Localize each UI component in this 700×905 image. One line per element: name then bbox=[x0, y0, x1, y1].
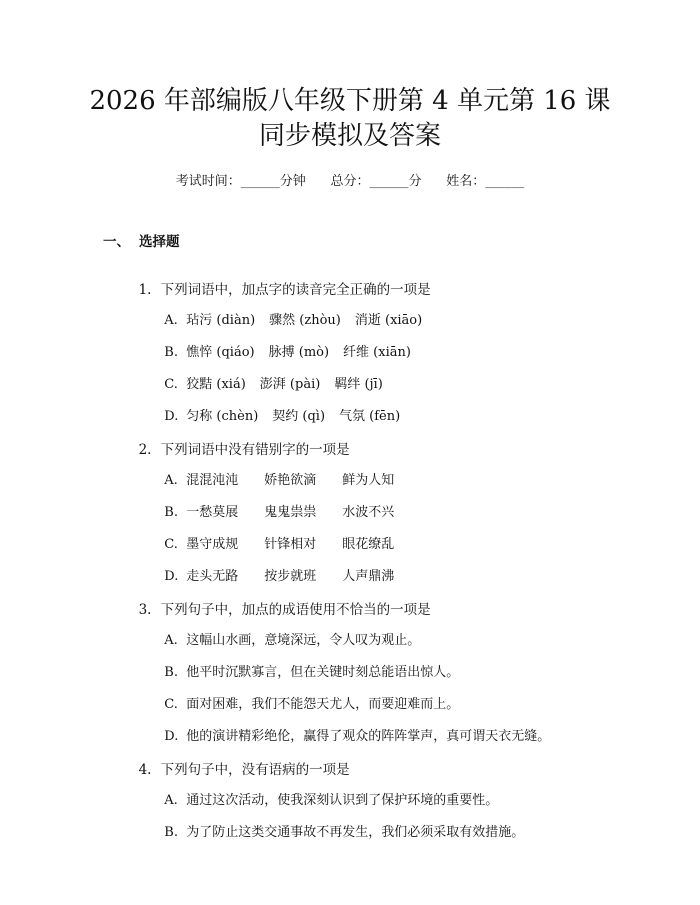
option-text: 为了防止这类交通事故不再发生，我们必须采取有效措施。 bbox=[186, 825, 525, 840]
option-term: 娇艳欲滴 bbox=[264, 473, 317, 488]
question-text: 下列词语中没有错别字的一项是 bbox=[160, 442, 350, 458]
option-term: 鬼鬼祟祟 bbox=[264, 505, 317, 520]
question-1-option-a bbox=[156, 294, 422, 328]
option-text: 这幅山水画，意境深远，令人叹为观止。 bbox=[186, 633, 421, 648]
question-number: 3. bbox=[138, 602, 152, 618]
option-term: 针锋相对 bbox=[264, 537, 317, 552]
question-3-option-b bbox=[156, 646, 459, 680]
option-letter: D. bbox=[164, 409, 179, 424]
option-letter: A. bbox=[164, 793, 178, 808]
option-letter: C. bbox=[164, 377, 178, 392]
option-text: 他的演讲精彩绝伦，赢得了观众的阵阵掌声，真可谓天衣无缝。 bbox=[186, 729, 551, 744]
option-letter: B. bbox=[164, 825, 178, 840]
option-term: 按步就班 bbox=[264, 569, 317, 584]
question-3-option-a bbox=[156, 614, 420, 648]
option-letter: B. bbox=[164, 505, 178, 520]
option-term: 消逝 (xiāo) bbox=[354, 313, 423, 328]
option-term: 羁绊 (jī) bbox=[334, 377, 383, 392]
option-letter: C. bbox=[164, 697, 178, 712]
question-text: 下列词语中，加点字的读音完全正确的一项是 bbox=[160, 282, 431, 298]
option-term: 匀称 (chèn) bbox=[186, 409, 259, 424]
question-1-option-d bbox=[156, 390, 400, 424]
document-title-line-2: 同步模拟及答案 bbox=[258, 121, 441, 151]
question-4 bbox=[130, 742, 350, 778]
option-letter: D. bbox=[164, 569, 179, 584]
exam-meta-line: 考试时间：______分钟 总分：______分 姓名：______ bbox=[175, 174, 525, 189]
question-1 bbox=[130, 262, 431, 298]
option-letter: A. bbox=[164, 473, 178, 488]
question-text: 下列句子中，加点的成语使用不恰当的一项是 bbox=[160, 602, 431, 618]
question-2-option-b bbox=[156, 486, 394, 520]
option-term: 骤然 (zhòu) bbox=[269, 313, 341, 328]
question-text: 下列句子中，没有语病的一项是 bbox=[160, 762, 350, 778]
option-letter: A. bbox=[164, 633, 178, 648]
option-term: 气氛 (fēn) bbox=[339, 409, 401, 424]
document-title-line-1: 2026 年部编版八年级下册第 4 单元第 16 课 bbox=[89, 86, 611, 116]
question-2-option-d bbox=[156, 550, 394, 584]
option-term: 墨守成规 bbox=[186, 537, 239, 552]
section-label: 选择题 bbox=[139, 234, 180, 250]
question-2-option-c bbox=[156, 518, 394, 552]
question-3 bbox=[130, 582, 431, 618]
question-1-option-c bbox=[156, 358, 383, 392]
option-term: 走头无路 bbox=[186, 569, 239, 584]
question-4-option-a bbox=[156, 774, 498, 808]
option-term: 混混沌沌 bbox=[186, 473, 239, 488]
option-letter: C. bbox=[164, 537, 178, 552]
question-4-option-b bbox=[156, 806, 524, 840]
option-term: 眼花缭乱 bbox=[342, 537, 395, 552]
option-term: 人声鼎沸 bbox=[342, 569, 395, 584]
question-number: 1. bbox=[138, 282, 152, 298]
question-2-option-a bbox=[156, 454, 394, 488]
option-text: 通过这次活动，使我深刻认识到了保护环境的重要性。 bbox=[186, 793, 499, 808]
option-term: 狡黠 (xiá) bbox=[186, 377, 246, 392]
option-term: 鲜为人知 bbox=[342, 473, 395, 488]
option-text: 他平时沉默寡言，但在关键时刻总能语出惊人。 bbox=[186, 665, 460, 680]
option-term: 憔悴 (qiáo) bbox=[186, 345, 255, 360]
question-number: 2. bbox=[138, 442, 152, 458]
question-number: 4. bbox=[138, 762, 152, 778]
option-letter: A. bbox=[164, 313, 178, 328]
question-3-option-c bbox=[156, 678, 459, 712]
question-1-option-b bbox=[156, 326, 411, 360]
section-heading bbox=[103, 230, 180, 250]
option-text: 面对困难，我们不能怨天尤人，而要迎难而上。 bbox=[186, 697, 460, 712]
option-term: 澎湃 (pài) bbox=[259, 377, 321, 392]
option-term: 契约 (qì) bbox=[272, 409, 326, 424]
option-term: 一愁莫展 bbox=[186, 505, 239, 520]
option-term: 纤维 (xiān) bbox=[343, 345, 411, 360]
option-letter: B. bbox=[164, 345, 178, 360]
option-term: 玷污 (diàn) bbox=[186, 313, 256, 328]
question-2 bbox=[130, 422, 350, 458]
option-term: 水波不兴 bbox=[342, 505, 395, 520]
option-term: 脉搏 (mò) bbox=[268, 345, 330, 360]
section-number: 一、 bbox=[103, 234, 130, 250]
option-letter: D. bbox=[164, 729, 179, 744]
question-3-option-d bbox=[156, 710, 550, 744]
option-letter: B. bbox=[164, 665, 178, 680]
